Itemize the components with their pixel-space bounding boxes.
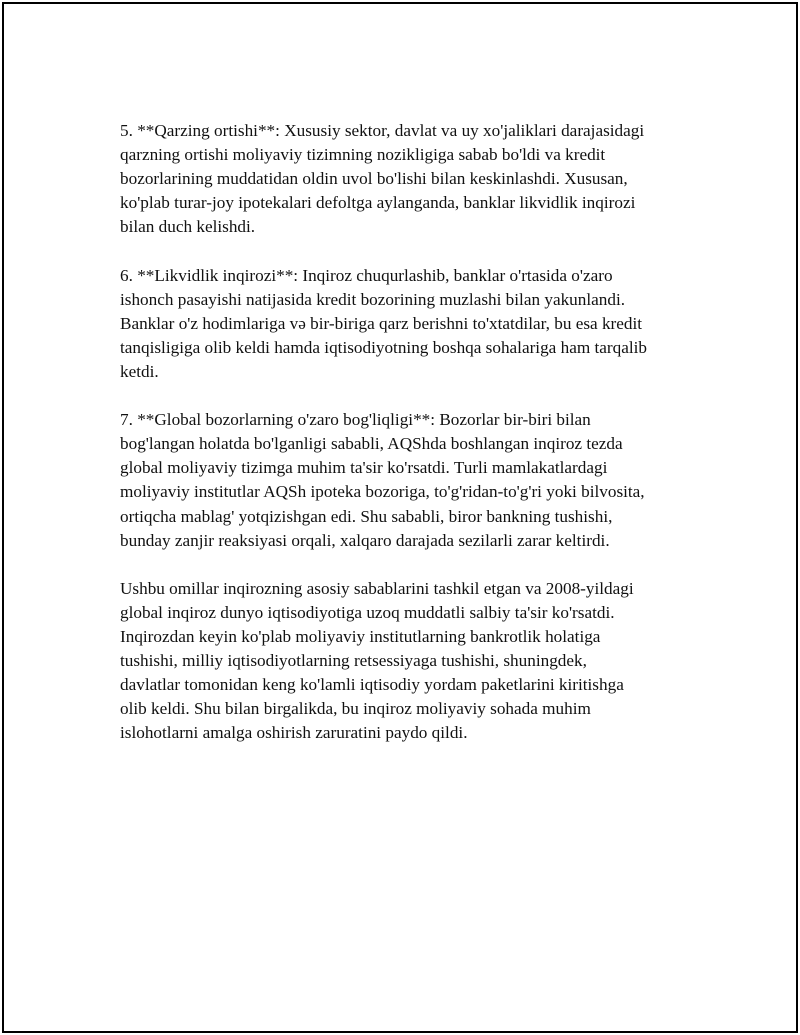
text-line: ortiqcha mablag' yotqizishgan edi. Shu sababli, biror bankning tushishi, — [120, 506, 613, 526]
paragraph-global-bozorlar — [120, 408, 696, 553]
text-line: Inqirozdan keyin ko'plab moliyaviy institutlarning bankrotlik holatiga — [120, 626, 601, 646]
page-frame — [2, 2, 798, 1033]
document-body — [120, 119, 696, 770]
text-line: moliyaviy institutlar AQSh ipoteka bozoriga, to'g'ridan-to'g'ri yoki bilvosita, — [120, 482, 645, 502]
text-line: bog'langan holatda bo'lganligi sababli, AQShda boshlangan inqiroz tezda — [120, 434, 623, 454]
text-line: 5. **Qarzing ortishi**: Xususiy sektor, davlat va uy xo'jaliklari darajasidagi — [120, 121, 645, 140]
text-line: qarzning ortishi moliyaviy tizimning nozikligiga sabab bo'ldi va kredit — [120, 145, 606, 165]
text-line: 7. **Global bozorlarning o'zaro bog'liqligi**: Bozorlar bir-biri bilan — [120, 410, 591, 430]
text-line: bunday zanjir reaksiyasi orqali, xalqaro darajada sezilarli zarar keltirdi. — [120, 530, 610, 550]
paragraph-qarzing-ortishi — [120, 119, 696, 239]
text-line: bozorlarining muddatidan oldin uvol bo'lishi bilan keskinlashdi. Xususan, — [120, 169, 628, 189]
text-line: ketdi. — [120, 361, 159, 381]
text-line: Banklar o'z hodimlariga və bir-biriga qarz berishni to'xtatdilar, bu esa kredit — [120, 313, 643, 333]
text-line: bilan duch kelishdi. — [120, 217, 256, 237]
text-line: ko'plab turar-joy ipotekalari defoltga aylanganda, banklar likvidlik inqirozi — [120, 193, 636, 213]
paragraph-likvidlik-inqirozi — [120, 264, 696, 384]
text-line: Ushbu omillar inqirozning asosiy sabablarini tashkil etgan va 2008-yildagi — [120, 578, 634, 598]
text-line: global moliyaviy tizimga muhim ta'sir ko'rsatdi. Turli mamlakatlardagi — [120, 458, 608, 478]
text-line: islohotlarni amalga oshirish zaruratini paydo qildi. — [120, 723, 468, 743]
text-line: olib keldi. Shu bilan birgalikda, bu inqiroz moliyaviy sohada muhim — [120, 699, 591, 719]
paragraph-conclusion — [120, 577, 696, 746]
text-line: tushishi, milliy iqtisodiyotlarning retsessiyaga tushishi, shuningdek, — [120, 651, 587, 671]
text-line: ishonch pasayishi natijasida kredit bozorining muzlashi bilan yakunlandi. — [120, 289, 626, 309]
text-line: 6. **Likvidlik inqirozi**: Inqiroz chuqurlashib, banklar o'rtasida o'zaro — [120, 265, 613, 285]
text-line: global inqiroz dunyo iqtisodiyotiga uzoq muddatli salbiy ta'sir ko'rsatdi. — [120, 602, 615, 622]
text-line: davlatlar tomonidan keng ko'lamli iqtisodiy yordam paketlarini kiritishga — [120, 675, 624, 695]
text-line: tanqisligiga olib keldi hamda iqtisodiyotning boshqa sohalariga ham tarqalib — [120, 337, 647, 357]
